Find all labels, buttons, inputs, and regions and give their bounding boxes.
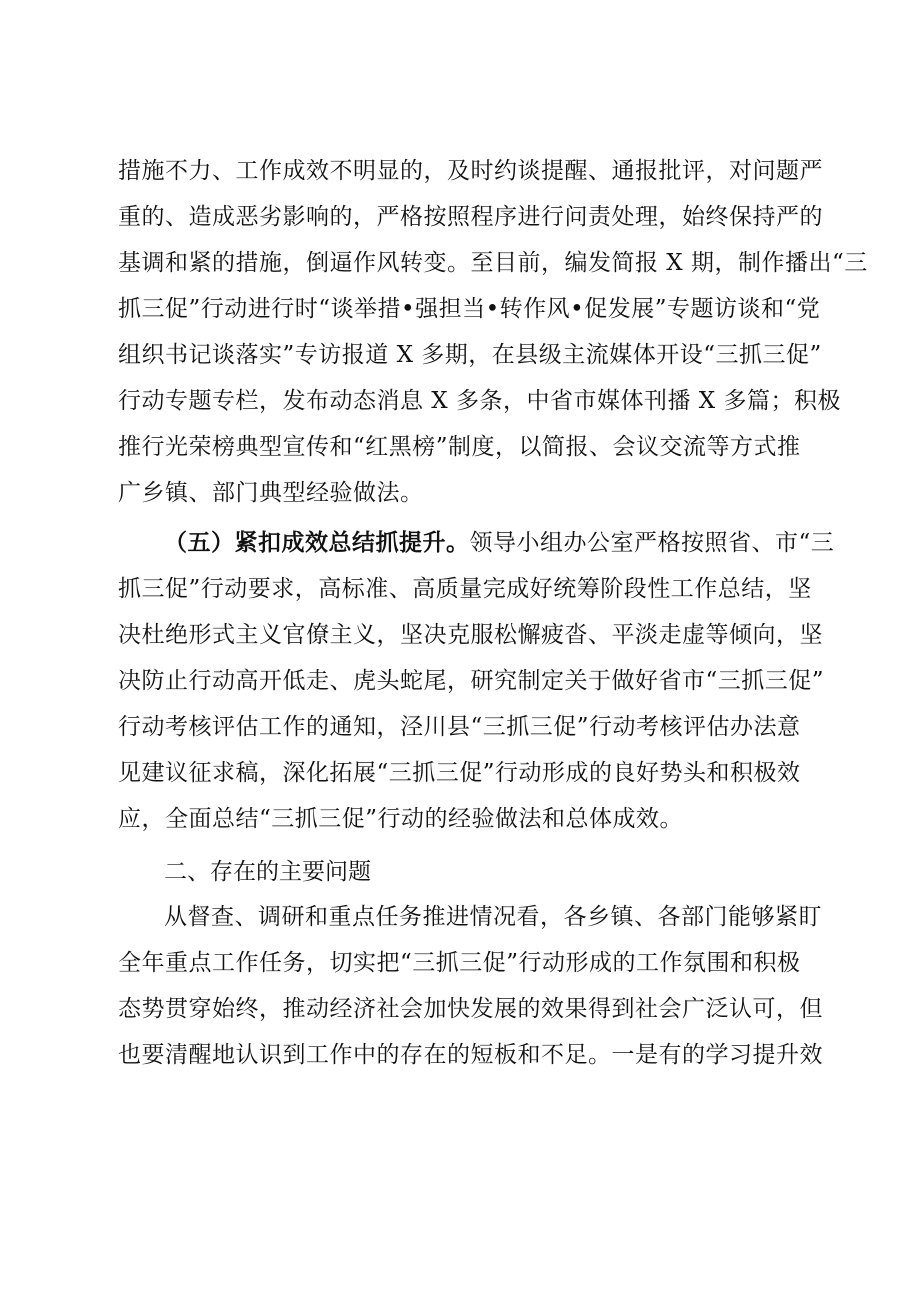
paragraph-text: 领导小组办公室严格按照省、市“三 (469, 530, 835, 556)
paragraph-line: 从督查、调研和重点任务推进情况看，各乡镇、各部门能够紧盯 (164, 904, 822, 930)
paragraph-first-line (164, 528, 834, 558)
paragraph-line: 措施不力、工作成效不明显的，及时约谈提醒、通报批评，对问题严 (118, 158, 823, 184)
paragraph-line: 应，全面总结“三抓三促”行动的经验做法和总体成效。 (118, 806, 684, 832)
paragraph-line: 推行光荣榜典型宣传和“红黑榜”制度，以简报、会议交流等方式推 (118, 434, 801, 460)
paragraph-line: 组织书记谈落实”专访报道 X 多期，在县级主流媒体开设“三抓三促” (118, 342, 822, 368)
paragraph-line: 广乡镇、部门典型经验做法。 (118, 480, 424, 506)
paragraph-line: 决防止行动高开低走、虎头蛇尾，研究制定关于做好省市“三抓三促” (118, 668, 825, 694)
paragraph-line: 决杜绝形式主义官僚主义，坚决克服松懈疲沓、平淡走虚等倾向，坚 (118, 622, 823, 648)
paragraph-line: 抓三促”行动要求，高标准、高质量完成好统筹阶段性工作总结，坚 (118, 576, 812, 602)
paragraph-line: 重的、造成恶劣影响的，严格按照程序进行问责处理，始终保持严的 (118, 204, 823, 230)
paragraph-line: 态势贯穿始终，推动经济社会加快发展的效果得到社会广泛认可，但 (118, 996, 823, 1022)
paragraph-line: 抓三促”行动进行时“谈举措•强担当•转作风•促发展”专题访谈和“党 (118, 296, 821, 322)
paragraph-line: 见建议征求稿，深化拓展“三抓三促”行动形成的良好势头和积极效 (118, 760, 801, 786)
paragraph-line: 也要清醒地认识到工作中的存在的短板和不足。一是有的学习提升效 (118, 1042, 823, 1068)
paragraph-line: 行动考核评估工作的通知，泾川县“三抓三促”行动考核评估办法意 (118, 714, 801, 740)
paragraph-line: 基调和紧的措施，倒逼作风转变。至目前，编发简报 X 期，制作播出“三 (118, 250, 868, 276)
paragraph-heading: （五）紧扣成效总结抓提升。 (164, 529, 470, 556)
section-heading: 二、存在的主要问题 (164, 859, 371, 885)
paragraph-line: 行动专题专栏，发布动态消息 X 多条，中省市媒体刊播 X 多篇；积极 (118, 388, 841, 414)
paragraph-line: 全年重点工作任务，切实把“三抓三促”行动形成的工作氛围和积极 (118, 950, 801, 976)
